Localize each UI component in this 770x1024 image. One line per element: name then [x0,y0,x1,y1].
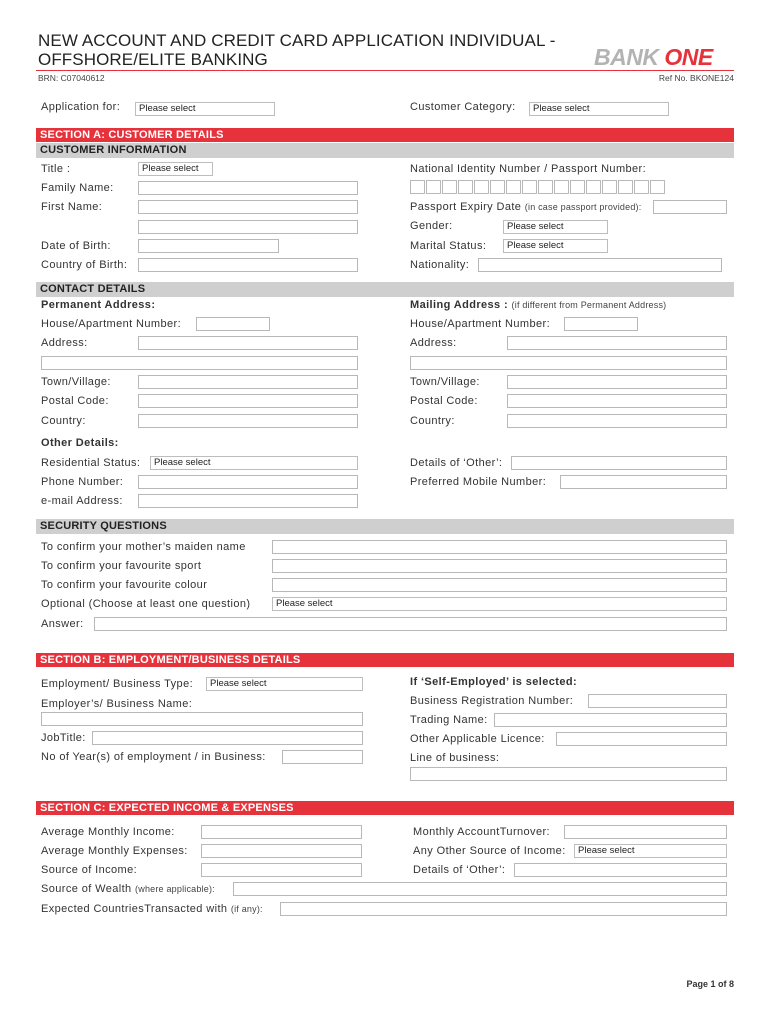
house-number-input-right[interactable] [564,317,638,331]
other-source-select[interactable]: Please select [574,844,727,858]
employer-name-label: Employer’s/ Business Name: [41,698,193,710]
details-other-input[interactable] [511,456,727,470]
customer-information-header: CUSTOMER INFORMATION [36,143,734,158]
licence-label: Other Applicable Licence: [410,733,545,745]
phone-label: Phone Number: [41,476,124,488]
years-employment-input[interactable] [282,750,363,764]
line-of-business-input[interactable] [410,767,727,781]
gender-select[interactable]: Please select [503,220,608,234]
job-title-label: JobTitle: [41,732,86,744]
bank-one-logo: BANK ONE [594,44,713,70]
preferred-mobile-input[interactable] [560,475,727,489]
address-label-left: Address: [41,337,88,349]
country-label-right: Country: [410,415,455,427]
first-name-input-2[interactable] [138,220,358,234]
security-q4-label: Optional (Choose at least one question) [41,598,251,610]
town-input-left[interactable] [138,375,358,389]
years-employment-label: No of Year(s) of employment / in Business: [41,751,266,763]
application-for-label: Application for: [41,101,121,113]
town-input-right[interactable] [507,375,727,389]
ref-number: Ref No. BKONE124 [658,73,734,83]
customer-category-label: Customer Category: [410,101,516,113]
postal-code-input-left[interactable] [138,394,358,408]
header-divider [36,70,734,71]
answer-label: Answer: [41,618,84,630]
security-q2-label: To confirm your favourite sport [41,560,202,572]
details-other-income-input[interactable] [514,863,727,877]
employer-name-input[interactable] [41,712,363,726]
answer-input[interactable] [94,617,727,631]
employment-type-label: Employment/ Business Type: [41,678,194,690]
countries-transacted-input[interactable] [280,902,727,916]
contact-details-header: CONTACT DETAILS [36,282,734,297]
address-input-left[interactable] [138,336,358,350]
postal-code-label-right: Postal Code: [410,395,478,407]
first-name-input[interactable] [138,200,358,214]
source-wealth-input[interactable] [233,882,727,896]
other-source-label: Any Other Source of Income: [413,845,566,857]
turnover-label: Monthly AccountTurnover: [413,826,550,838]
country-input-right[interactable] [507,414,727,428]
country-label-left: Country: [41,415,86,427]
source-wealth-label: Source of Wealth (where applicable): [41,883,215,895]
marital-status-select[interactable]: Please select [503,239,608,253]
nationality-label: Nationality: [410,259,470,271]
country-input-left[interactable] [138,414,358,428]
brn-text: BRN: C07040612 [38,73,105,83]
residential-status-label: Residential Status: [41,457,141,469]
phone-input[interactable] [138,475,358,489]
trading-name-label: Trading Name: [410,714,488,726]
trading-name-input[interactable] [494,713,727,727]
house-number-label-left: House/Apartment Number: [41,318,182,330]
details-other-label: Details of ‘Other’: [410,457,503,469]
passport-expiry-input[interactable] [653,200,727,214]
title-select[interactable]: Please select [138,162,213,176]
line-of-business-label: Line of business: [410,752,500,764]
email-label: e-mail Address: [41,495,123,507]
page-title: NEW ACCOUNT AND CREDIT CARD APPLICATION INDIVIDUAL - OFFSHORE/ELITE BANKING [38,31,556,69]
section-b-header: SECTION B: EMPLOYMENT/BUSINESS DETAILS [36,653,734,667]
security-q1-label: To confirm your mother’s maiden name [41,541,246,553]
section-c-header: SECTION C: EXPECTED INCOME & EXPENSES [36,801,734,815]
address-input-right-2[interactable] [410,356,727,370]
residential-status-select[interactable]: Please select [150,456,358,470]
dob-label: Date of Birth: [41,240,111,252]
customer-category-select[interactable]: Please select [529,102,669,116]
countries-transacted-label: Expected CountriesTransacted with (if any): [41,903,263,915]
job-title-input[interactable] [92,731,363,745]
marital-status-label: Marital Status: [410,240,487,252]
turnover-input[interactable] [564,825,727,839]
gender-label: Gender: [410,220,453,232]
country-of-birth-input[interactable] [138,258,358,272]
house-number-input-left[interactable] [196,317,270,331]
first-name-label: First Name: [41,201,103,213]
licence-input[interactable] [556,732,727,746]
address-input-left-2[interactable] [41,356,358,370]
postal-code-input-right[interactable] [507,394,727,408]
town-label-right: Town/Village: [410,376,480,388]
application-for-select[interactable]: Please select [135,102,275,116]
avg-income-input[interactable] [201,825,362,839]
security-q1-input[interactable] [272,540,727,554]
source-income-label: Source of Income: [41,864,138,876]
family-name-input[interactable] [138,181,358,195]
self-employed-label: If ‘Self-Employed’ is selected: [410,676,578,688]
avg-expenses-input[interactable] [201,844,362,858]
section-a-header: SECTION A: CUSTOMER DETAILS [36,128,734,142]
family-name-label: Family Name: [41,182,114,194]
page-number: Page 1 of 8 [686,979,734,989]
preferred-mobile-label: Preferred Mobile Number: [410,476,547,488]
business-reg-input[interactable] [588,694,727,708]
source-income-input[interactable] [201,863,362,877]
business-reg-label: Business Registration Number: [410,695,574,707]
permanent-address-label: Permanent Address: [41,299,156,311]
dob-input[interactable] [138,239,279,253]
security-q3-input[interactable] [272,578,727,592]
address-label-right: Address: [410,337,457,349]
title-label: Title : [41,163,71,175]
security-q3-label: To confirm your favourite colour [41,579,208,591]
country-of-birth-label: Country of Birth: [41,259,128,271]
details-other-income-label: Details of ‘Other’: [413,864,506,876]
security-q2-input[interactable] [272,559,727,573]
avg-expenses-label: Average Monthly Expenses: [41,845,188,857]
security-q4-select[interactable]: Please select [272,597,727,611]
town-label-left: Town/Village: [41,376,111,388]
employment-type-select[interactable]: Please select [206,677,363,691]
email-input[interactable] [138,494,358,508]
postal-code-label-left: Postal Code: [41,395,109,407]
nid-cells[interactable] [410,180,666,194]
other-details-label: Other Details: [41,437,119,449]
security-questions-header: SECURITY QUESTIONS [36,519,734,534]
passport-expiry-label: Passport Expiry Date (in case passport provided): [410,201,642,213]
address-input-right[interactable] [507,336,727,350]
nid-label: National Identity Number / Passport Number: [410,163,647,175]
mailing-address-label: Mailing Address : (if different from Permanent Address) [410,299,667,311]
avg-income-label: Average Monthly Income: [41,826,175,838]
house-number-label-right: House/Apartment Number: [410,318,551,330]
nationality-input[interactable] [478,258,722,272]
